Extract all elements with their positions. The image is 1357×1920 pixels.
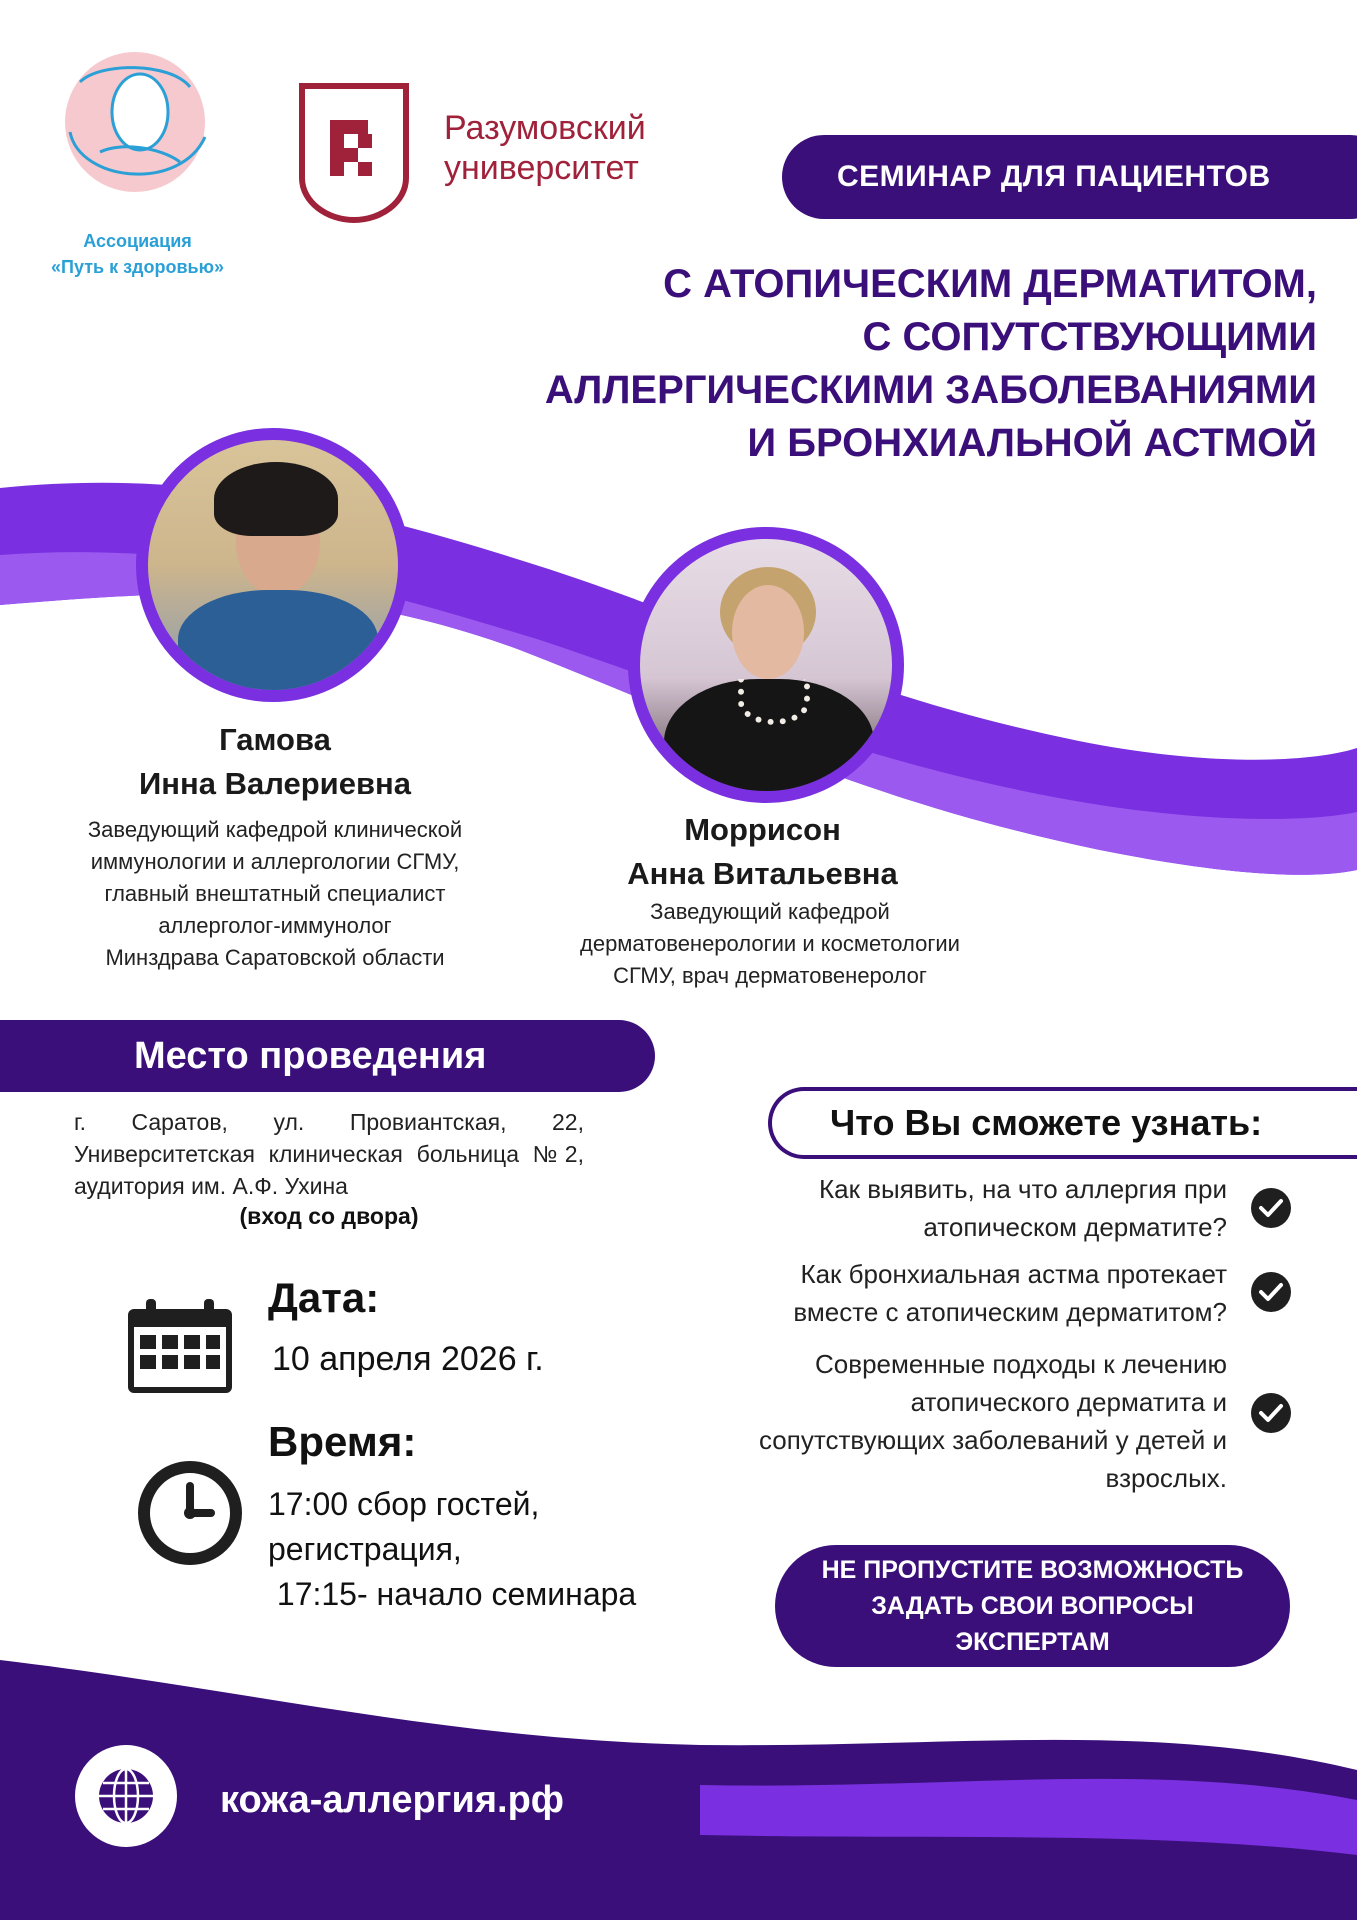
speaker-role-line: Заведующий кафедрой	[650, 899, 890, 924]
cta-line: ЗАДАТЬ СВОИ ВОПРОСЫ	[871, 1592, 1194, 1620]
learn-heading-box	[768, 1087, 1357, 1159]
speaker-role-line: аллерголог-иммунолог	[158, 913, 392, 938]
speaker-role-line: Заведующий кафедрой клинической	[87, 817, 463, 842]
learn-item	[793, 1255, 1227, 1331]
check-circle-icon	[1250, 1392, 1292, 1434]
speaker-role-line: дерматовенерологии и косметологии	[580, 931, 960, 956]
speaker-role-morrison	[545, 896, 995, 992]
speaker-photo-face	[732, 585, 804, 679]
learn-item-line: Как выявить, на что аллергия при	[818, 1174, 1227, 1204]
place-address: г. Саратов, ул. Провиантская, 22, Университетская клиническая больница №2, аудитория им. А.Ф. Ухина	[74, 1109, 584, 1199]
learn-item-line: атопическом дерматите?	[923, 1212, 1227, 1242]
learn-item-line: атопического дерматита и	[910, 1387, 1227, 1417]
time-line: 17:00 сбор гостей,	[268, 1486, 540, 1522]
check-circle-icon	[1250, 1271, 1292, 1313]
speaker-photo-scarf	[178, 590, 378, 700]
website-link[interactable]: кожа-аллергия.рф	[220, 1779, 565, 1821]
place-entrance-note: (вход со двора)	[239, 1203, 419, 1229]
date-label: Дата:	[268, 1274, 380, 1321]
speaker-name-morrison	[585, 808, 940, 896]
place-heading: Место проведения	[134, 1034, 487, 1077]
place-heading-bar	[0, 1020, 655, 1092]
learn-heading: Что Вы сможете узнать:	[830, 1102, 1263, 1143]
time-label: Время:	[268, 1418, 417, 1465]
title-line: С АТОПИЧЕСКИМ ДЕРМАТИТОМ,	[663, 262, 1317, 306]
learn-item-line: вместе с атопическим дерматитом?	[793, 1297, 1227, 1327]
speaker-name-line: Анна Витальевна	[627, 856, 898, 891]
speaker-name-line: Моррисон	[684, 812, 841, 847]
speaker-role-line: Минздрава Саратовской области	[105, 945, 445, 970]
learn-item	[819, 1170, 1227, 1246]
speaker-name-line: Инна Валериевна	[139, 766, 411, 801]
calendar-icon	[124, 1297, 236, 1397]
association-name	[20, 228, 255, 280]
time-schedule	[268, 1482, 636, 1617]
university-line: университет	[444, 149, 639, 187]
university-line: Разумовский	[444, 109, 646, 147]
cta-banner	[775, 1545, 1290, 1667]
speaker-role-gamova	[70, 814, 480, 974]
learn-item-line: Как бронхиальная астма протекает	[800, 1259, 1227, 1289]
date-value: 10 апреля 2026 г.	[272, 1340, 544, 1378]
university-name	[444, 108, 646, 188]
globe-icon	[95, 1765, 157, 1827]
learn-item-line: взрослых.	[1105, 1463, 1227, 1493]
time-line: регистрация,	[268, 1531, 462, 1567]
cta-line: ЭКСПЕРТАМ	[955, 1628, 1110, 1656]
clock-icon	[135, 1458, 245, 1568]
seminar-badge	[782, 135, 1357, 219]
association-line: Ассоциация	[83, 231, 192, 251]
speaker-photo-hair	[214, 462, 338, 536]
check-circle-icon	[1250, 1187, 1292, 1229]
seminar-badge-label: СЕМИНАР ДЛЯ ПАЦИЕНТОВ	[837, 160, 1271, 193]
page-title	[417, 258, 1317, 470]
university-logo-icon	[296, 82, 412, 224]
title-line: И БРОНХИАЛЬНОЙ АСТМОЙ	[747, 421, 1317, 465]
speaker-role-line: СГМУ, врач дерматовенеролог	[613, 963, 927, 988]
speaker-photo-morrison	[628, 527, 904, 803]
association-logo-icon	[40, 42, 230, 202]
learn-item-line: Современные подходы к лечению	[815, 1349, 1227, 1379]
association-line: «Путь к здоровью»	[51, 257, 224, 277]
speaker-name-line: Гамова	[219, 722, 331, 757]
speaker-photo-necklace	[738, 679, 810, 725]
speaker-role-line: главный внештатный специалист	[104, 881, 446, 906]
title-line: АЛЛЕРГИЧЕСКИМИ ЗАБОЛЕВАНИЯМИ	[544, 368, 1317, 412]
speaker-photo-gamova	[136, 428, 410, 702]
learn-item-line: сопутствующих заболеваний у детей и	[759, 1425, 1227, 1455]
time-line: 17:15- начало семинара	[268, 1576, 637, 1612]
title-line: С СОПУТСТВУЮЩИМИ	[862, 315, 1317, 359]
speaker-name-gamova	[100, 718, 450, 806]
cta-line: НЕ ПРОПУСТИТЕ ВОЗМОЖНОСТЬ	[821, 1556, 1244, 1584]
speaker-role-line: иммунологии и аллергологии СГМУ,	[90, 849, 460, 874]
learn-item	[759, 1345, 1227, 1497]
globe-icon-badge	[75, 1745, 177, 1847]
